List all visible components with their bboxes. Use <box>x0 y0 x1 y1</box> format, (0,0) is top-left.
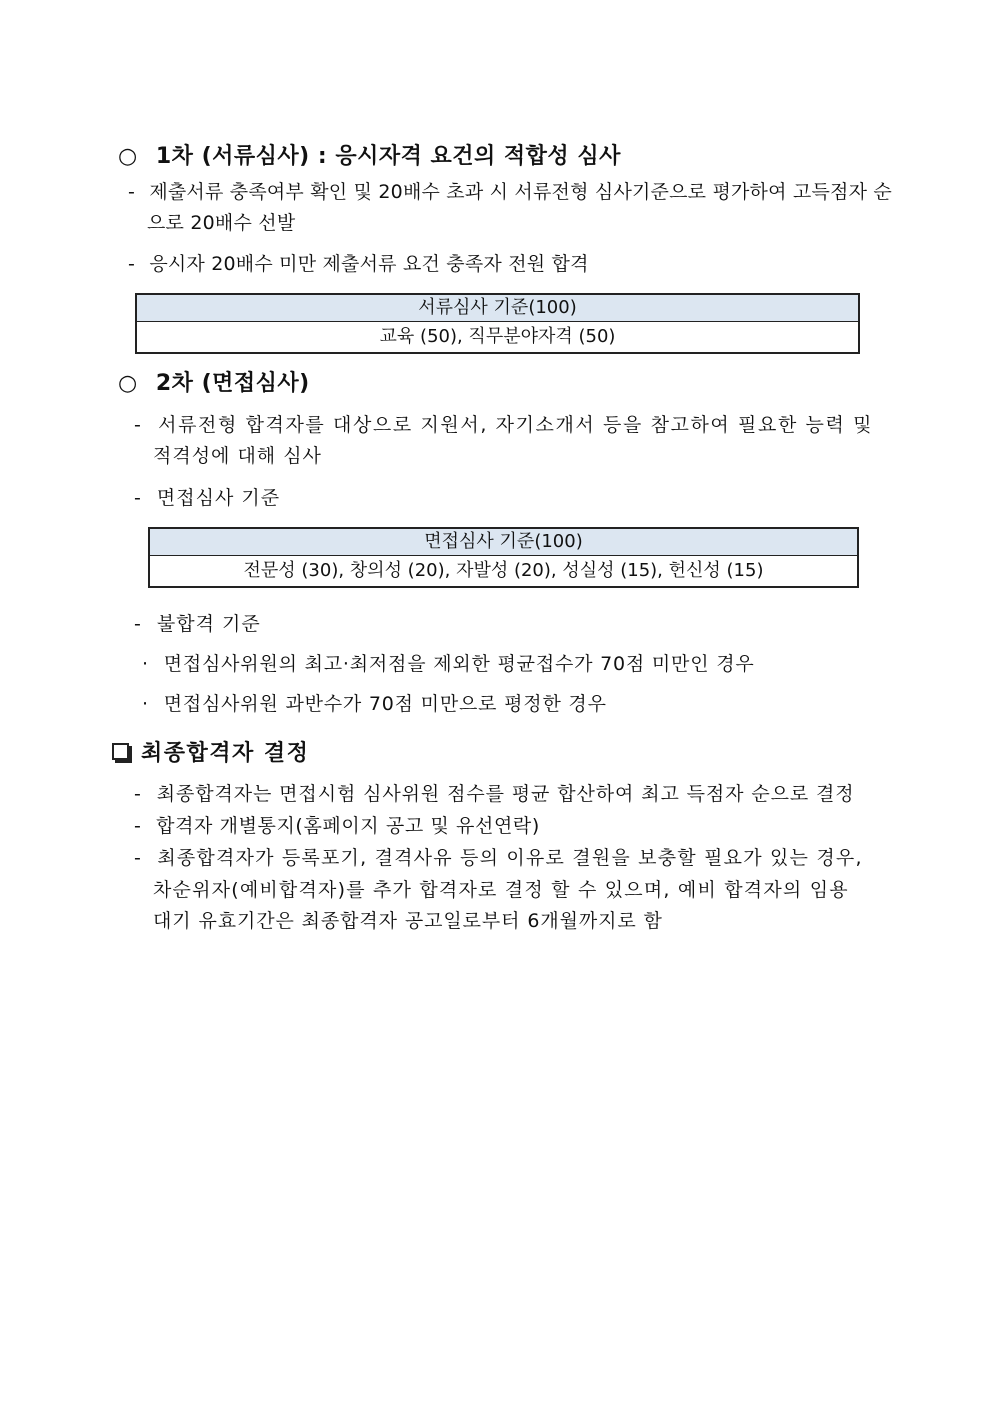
table-header: 면접심사 기준(100) <box>150 529 857 556</box>
dash-bullet: - <box>134 487 142 509</box>
section-2-title: 2차 (면접심사) <box>155 371 310 396</box>
list-item <box>128 177 892 204</box>
list-item-continuation: 대기 유효기간은 최종합격자 공고일로부터 6개월까지로 함 <box>153 910 663 932</box>
fail-criteria-point <box>142 689 607 716</box>
circle-bullet-icon: ○ <box>118 144 138 169</box>
section-2-heading <box>118 366 310 397</box>
list-item <box>134 843 863 870</box>
list-item-text: 합격자 개별통지(홈페이지 공고 및 유선연락) <box>156 815 540 837</box>
list-item <box>134 609 261 636</box>
fail-criteria-text: 면접심사위원 과반수가 70점 미만으로 평정한 경우 <box>163 693 607 715</box>
list-item <box>134 811 540 838</box>
list-item <box>128 249 589 276</box>
section-3-heading <box>112 736 309 767</box>
dash-bullet: - <box>128 253 136 275</box>
list-item <box>134 779 855 806</box>
dash-bullet: - <box>134 815 142 837</box>
list-item-text: 서류전형 합격자를 대상으로 지원서, 자기소개서 등을 참고하여 필요한 능력 및 <box>158 414 874 436</box>
fail-criteria-point <box>142 649 755 676</box>
table-cell: 전문성 (30), 창의성 (20), 자발성 (20), 성실성 (15), 헌신성 (15) <box>243 560 764 581</box>
dash-bullet: - <box>134 783 142 805</box>
section-1-title: 1차 (서류심사) : 응시자격 요건의 적합성 심사 <box>155 144 621 169</box>
checkbox-square-icon <box>112 743 129 760</box>
dash-bullet: - <box>134 847 143 869</box>
fail-criteria-text: 면접심사위원의 최고·최저점을 제외한 평균접수가 70점 미만인 경우 <box>163 653 755 675</box>
list-item-text: 면접심사 기준 <box>156 487 281 509</box>
table-cell: 교육 (50), 직무분야자격 (50) <box>379 326 616 347</box>
dot-bullet: · <box>142 693 149 715</box>
dash-bullet: - <box>134 613 142 635</box>
list-item <box>134 410 873 437</box>
section-3-title: 최종합격자 결정 <box>141 741 310 766</box>
list-item <box>134 483 280 510</box>
interview-criteria-table <box>148 527 859 588</box>
fail-criteria-title: 불합격 기준 <box>156 613 261 635</box>
section-1-heading <box>118 139 621 170</box>
document-review-criteria-table <box>135 293 860 354</box>
list-item-continuation: 으로 20배수 선발 <box>147 212 296 234</box>
list-item-continuation: 차순위자(예비합격자)를 추가 합격자로 결정 할 수 있으며, 예비 합격자의 임용 <box>153 879 849 901</box>
circle-bullet-icon: ○ <box>118 371 138 396</box>
dot-bullet: · <box>142 653 149 675</box>
dash-bullet: - <box>134 414 143 436</box>
dash-bullet: - <box>128 181 136 203</box>
list-item-text: 최종합격자가 등록포기, 결격사유 등의 이유로 결원을 보충할 필요가 있는 경우, <box>157 847 863 869</box>
table-header: 서류심사 기준(100) <box>137 295 858 322</box>
list-item-text: 제출서류 충족여부 확인 및 20배수 초과 시 서류전형 심사기준으로 평가하여 고득점자 순 <box>149 181 892 203</box>
list-item-text: 최종합격자는 면접시험 심사위원 점수를 평균 합산하여 최고 득점자 순으로 결정 <box>156 783 855 805</box>
list-item-text: 응시자 20배수 미만 제출서류 요건 충족자 전원 합격 <box>149 253 589 275</box>
list-item-continuation: 적격성에 대해 심사 <box>153 445 322 467</box>
